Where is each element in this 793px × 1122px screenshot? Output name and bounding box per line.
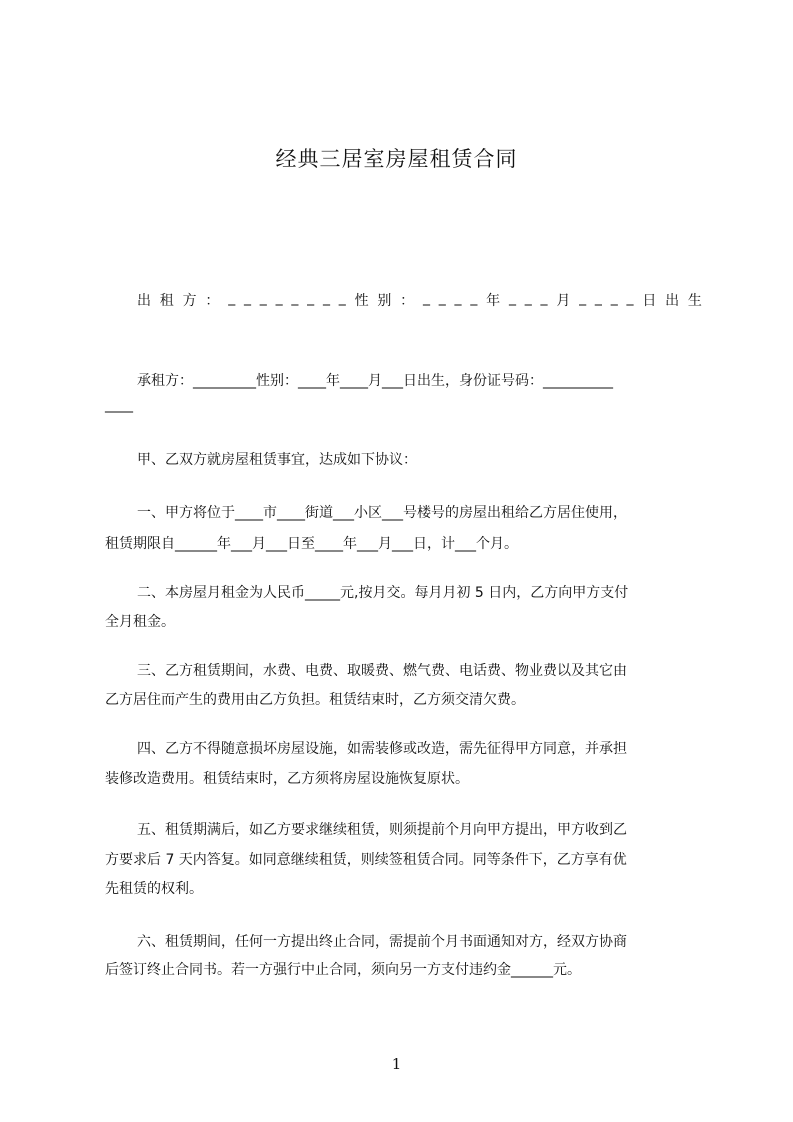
lessor-char: 别	[377, 293, 392, 309]
lessor-char: _	[291, 290, 299, 306]
lessee-line: 承租方：_________性别：____年____月___日出生，身份证号码：__________	[137, 373, 613, 389]
lessor-char: _	[610, 290, 618, 306]
lessor-char: 出	[137, 293, 151, 309]
clause-1-line-1: 一、甲方将位于____市____街道___小区___号楼号的房屋出租给乙方居住使用，	[137, 505, 627, 521]
lessor-char: _	[540, 290, 548, 306]
lessor-char: _	[454, 290, 462, 306]
clause-1-line-2: 租赁期限自______年___月___日至____年___月___日，计___个月。	[105, 536, 518, 552]
clause-4-line-1: 四、乙方不得随意损坏房屋设施，如需装修或改造，需先征得甲方同意，并承担	[137, 741, 627, 757]
lessor-char: _	[626, 290, 634, 306]
lessor-char: ：	[400, 293, 415, 309]
lessor-char: 年	[486, 293, 501, 309]
lessor-char: _	[228, 290, 236, 306]
lessor-char: _	[524, 290, 532, 306]
lessor-char: _	[322, 290, 330, 306]
lessor-char: 月	[556, 293, 571, 309]
lessor-char: _	[259, 290, 267, 306]
lessor-char: _	[243, 290, 251, 306]
lessor-char: _	[594, 290, 602, 306]
document-title: 经典三居室房屋租赁合同	[275, 147, 518, 171]
intro-paragraph: 甲、乙双方就房屋租赁事宜，达成如下协议：	[137, 452, 417, 468]
lessor-char: _	[470, 290, 478, 306]
clause-6-line-1: 六、租赁期间，任何一方提出终止合同，需提前个月书面通知对方，经双方协商	[137, 934, 627, 950]
clause-6-line-2: 后签订终止合同书。若一方强行中止合同，须向另一方支付违约金______元。	[105, 962, 581, 978]
clause-2-line-2: 全月租金。	[105, 614, 175, 630]
lessor-char: 方	[182, 293, 197, 309]
lessor-char: 出	[665, 293, 680, 309]
clause-5-line-3: 先租赁的权利。	[105, 881, 203, 897]
lessor-char: 日	[642, 293, 657, 309]
clause-4-line-2: 装修改造费用。租赁结束时，乙方须将房屋设施恢复原状。	[105, 771, 469, 787]
lessor-char: 租	[159, 293, 174, 309]
clause-5-line-1: 五、租赁期满后，如乙方要求继续租赁，则须提前个月向甲方提出，甲方收到乙	[137, 822, 627, 838]
lessor-char: _	[338, 290, 346, 306]
lessor-char: _	[508, 290, 516, 306]
lessor-char: _	[579, 290, 587, 306]
lessor-char: _	[438, 290, 446, 306]
clause-2-line-1: 二、本房屋月租金为人民币_____元,按月交。每月月初 5 日内，乙方向甲方支付	[137, 585, 629, 601]
lessor-char: _	[422, 290, 430, 306]
clause-3-line-2: 乙方居住而产生的费用由乙方负担。租赁结束时，乙方须交清欠费。	[105, 692, 525, 708]
clause-5-line-2: 方要求后 7 天内答复。如同意继续租赁，则续签租赁合同。同等条件下，乙方享有优	[105, 852, 627, 868]
lessor-char: ：	[205, 293, 220, 309]
page-number: 1	[391, 1055, 402, 1073]
clause-3-line-1: 三、乙方租赁期间，水费、电费、取暖费、燃气费、电话费、物业费以及其它由	[137, 663, 627, 679]
lessor-char: 性	[354, 293, 369, 309]
lessor-line	[137, 290, 702, 310]
lessee-line-continued: ____	[105, 397, 133, 413]
lessor-char: _	[307, 290, 315, 306]
lessor-char: _	[275, 290, 283, 306]
lessor-char: 生	[687, 293, 702, 309]
